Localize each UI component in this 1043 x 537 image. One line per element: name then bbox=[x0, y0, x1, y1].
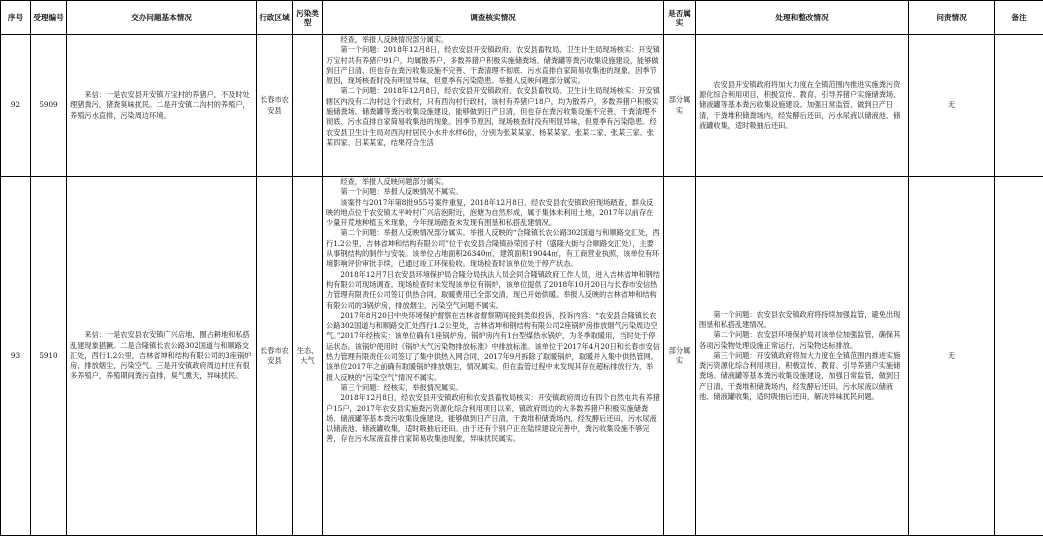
investigation-paragraph: 经查，举报人反映情况部分属实。 bbox=[340, 35, 449, 44]
investigation-paragraph: 第二个问题：2018年12月8日，经农安县开安镇政府、农安县畜牧局、卫生计生局现场核实：开安镇辖区内没有二沟村这个行政村，只有西沟村行政村，该村有养猪户18户，均为散养户，多数养猪户积极实施储粪场、储粪罐等粪污收集设施建设，能够做到日产日清，但也存在粪污收集设施不完善、干粪清理不彻底、污水直排自家简易收集池的现象。因季节原因，现场核查时没有明显异味，但夏季有污染隐患。经农安县卫生计生局对西沟村居民小水井水样6份，分别为张某某家、杨某某家、张某二家、张某三家、张某四家、吕某某家，结果符合生活 bbox=[326, 86, 660, 147]
row-no: 92 bbox=[1, 35, 31, 177]
row-accountability: 无 bbox=[909, 35, 995, 177]
header-case-id: 受理编号 bbox=[31, 1, 67, 35]
header-note: 备注 bbox=[995, 1, 1043, 35]
row-handling bbox=[696, 177, 909, 536]
investigation-paragraph: 2017年8月20日中央环境保护督察在吉林省督察期间接到类似投诉，投诉内容：“农安县合隆镇长农公路302国道与和顺路交汇处西行1.2公里处，吉林省坤和钢结构有限公司2座锅炉房排放烟气污染周边空气。”2017年经核实：该单位确有1座锅炉房，锅炉房内有1台型煤热水锅炉，为冬季取暖用，当时处于停运状态。该锅炉使用时《锅炉大气污染物排放标准》中排放标准。该单位于2017年4月20日和长春市安信热力管理有限责任公司签订了集中供热入网合同，2017年9月拆除了取暖锅炉，取暖并入集中供热管网。该单位2017年之前确有取暖锅炉排放烟尘，情况属实。但在监管过程中未发现其存在超标排放行为，举报人反映的“污染空气”情况不属实。 bbox=[326, 310, 660, 382]
investigation-paragraph: 第二个问题：举报人反映情况部分属实。举报人反映的“合隆镇长农公路302国道与和顺路交汇处，西行1.2公里，吉林省坤和结构有限公司”位于农安县合隆镇孙荣园子村（盛隆大街与合顺路交汇处），主要从事钢结构的制作与安装。该单位占地面积26340㎡，建筑面积19044㎡，有工商营业执照，该单位有环境影响评价审批手续，已通过竣工环保验收。现场检查时该单位处于停产状态。 bbox=[326, 228, 660, 269]
handling-text: 农安县开安镇政府将加大力度在全镇范围内推进实施粪污资源化综合利用项目，积极宣传、教育、引导养猪户实施储粪场、储液罐等基本粪污收集设施建设。加强日常监管，做到日产日清，干粪堆积储粪场内，经发酵后还田，污水尿液以储液池、储液罐收集，适时吸抽后还田。 bbox=[699, 79, 901, 130]
row-note bbox=[995, 35, 1043, 177]
handling-paragraph: 第二个问题：农安县环境保护局对该单位加强监管，确保其各项污染物处理设施正常运行，污染物达标排放。 bbox=[699, 330, 901, 350]
row-issue bbox=[67, 177, 257, 536]
header-region: 行政区域 bbox=[257, 1, 293, 35]
row-type bbox=[293, 35, 323, 177]
row-investigation bbox=[323, 177, 664, 536]
investigation-paragraph: 经查，举报人反映问题部分属实。 bbox=[340, 177, 449, 186]
header-investigation: 调查核实情况 bbox=[323, 1, 664, 35]
investigation-paragraph: 2018年12月8日，经农安县开安镇政府和农安县畜牧局核实：开安镇政府周边有四个自然屯共有养猪户15户，2017年农安县实施粪污资源化综合利用项目以来，镇政府周边的大多数养猪户积极实施储粪场、储液罐等基本粪污收集设施建设，能够做到日产日清，干粪堆积储粪场内，经发酵后还田，污水尿液以储液池、储液罐收集，适时吸抽后还田。由于还有个别户正在陆续建设完善中，粪污收集设施不够完善，存在污水尿液直排自家简易收集池现象，异味扰民属实。 bbox=[326, 393, 660, 444]
issue-text: 来信：一是农安县开安镇万宝村的养猪户，不及时处理猪粪污，猪粪臭味扰民。二是开安镇二沟村的养殖户，养殖污水直排，污染周边环境。 bbox=[70, 90, 250, 120]
row-type: 生态、大气 bbox=[293, 177, 323, 536]
investigation-paragraph: 该案件与2017年第8批955号案件重复，2018年12月8日，经农安县农安镇政府现场踏查，群众反映的地点位于农安镇太平岭村广兴店泡附近，泡塘为自然形成，属于集体未利用土地，2017年以前存在少量开荒地种植玉米现象，今年现场踏查未发现有围垦和私搭乱建情况。 bbox=[326, 197, 654, 228]
row-case-id: 5910 bbox=[31, 177, 67, 536]
row-verified: 部分属实 bbox=[664, 177, 696, 536]
table-row bbox=[1, 177, 1043, 536]
row-note bbox=[995, 177, 1043, 536]
row-region: 长春市农安县 bbox=[257, 177, 293, 536]
investigation-paragraph: 第三个问题：经核实，举报情况属实。 bbox=[340, 382, 463, 392]
header-type: 污染类型 bbox=[293, 1, 323, 35]
header-verified: 是否属实 bbox=[664, 1, 696, 35]
row-case-id: 5909 bbox=[31, 35, 67, 177]
handling-paragraph: 第三个问题：开安镇政府将加大力度在全镇范围内推进实施粪污资源化综合利用项目，积极宣传、教育、引导养猪户实施储粪场、储液罐等基本粪污收集设施建设，加强日常监管，做到日产日清，干粪堆积储粪场内，经发酵后还田，污水尿液以储液池、储液罐收集，适时吸抽后还田，解决异味扰民问题。 bbox=[699, 350, 901, 402]
header-no: 序号 bbox=[1, 1, 31, 35]
row-investigation bbox=[323, 35, 664, 177]
investigation-text bbox=[326, 177, 660, 535]
issue-text: 来信：一是农安县农安镇广兴店地，圈占耕地和私搭乱建现象猖獗。二是合隆镇长农公路302国道与和顺路交汇处，西行1.2公里，吉林省坤和结构有限公司的3座锅炉房，排放烟尘，污染空气。三是开安镇政府周边村庄有很多养殖户，养殖期间粪污直排，臭气熏天，异味扰民。 bbox=[70, 330, 252, 381]
investigation-paragraph: 第一个问题：举报人反映情况不属实。 bbox=[340, 187, 463, 197]
table-row bbox=[1, 35, 1043, 177]
row-issue bbox=[67, 35, 257, 177]
investigation-paragraph: 2018年12月7日农安县环境保护局合隆分局执法人员会同合隆镇政府工作人员，进入吉林省坤和钢结构有限公司现场调查。现场检查时未发现该单位有锅炉，该单位提供了2018年10月20日与长春市安信热力管理有限责任公司签订供热合同，取暖费用已全部交清，现已开始供暖。举报人反映的吉林省坤和结构有限公司的3锅炉房，排放烟尘，污染空气问题不属实。 bbox=[326, 269, 660, 310]
header-row bbox=[1, 1, 1043, 35]
row-no: 93 bbox=[1, 177, 31, 536]
row-verified: 部分属实 bbox=[664, 35, 696, 177]
header-issue: 交办问题基本情况 bbox=[67, 1, 257, 35]
handling-paragraph: 第一个问题：农安县农安镇政府将持续加强监管，避免出现围垦和私搭乱建情况。 bbox=[699, 309, 901, 329]
row-accountability: 无 bbox=[909, 177, 995, 536]
header-accountability: 问责情况 bbox=[909, 1, 995, 35]
header-handling: 处理和整改情况 bbox=[696, 1, 909, 35]
investigation-paragraph: 第一个问题：2018年12月8日，经农安县开安镇政府、农安县畜牧局、卫生计生局现场核实：开安镇万宝村共有养猪户91户，均属散养户，多数养猪户积极实施储粪场、储粪罐等粪污收集设施建设，能够做到日产日清，但也存在粪污收集设施不完善、干粪清理不彻底、污水直排自家简易收集池的现象。因季节原因，现场核查时没有明显异味，但夏季有污染隐患。举报人反映问题部分属实。 bbox=[326, 45, 660, 86]
investigation-text bbox=[326, 35, 660, 176]
row-region: 长春市农安县 bbox=[257, 35, 293, 177]
row-handling bbox=[696, 35, 909, 177]
